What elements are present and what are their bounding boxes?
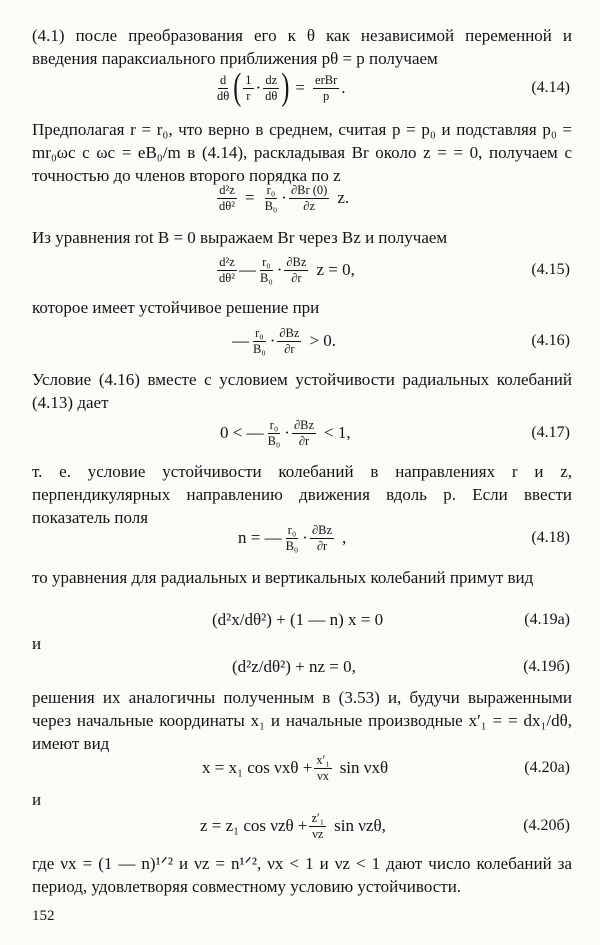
paragraph-2: Предполагая r = r₀, что верно в среднем, считая p = p₀ и подставляя p₀ = mr₀ωc с ωc = eB₀/m в (4.14), раскладывая Br около z = = 0, получаем с точностью до членов второго порядка по z <box>32 120 572 185</box>
equation-number: (4.17) <box>531 424 570 441</box>
equation-4-17: 0 < — $\frac{\text{r₀}}{\text{B₀}}$ · $\frac{\partial Bz}{\partial r}$ < 1, (4.17) <box>220 417 570 448</box>
equation-4-15: $\frac{\text{d²z}}{\text{dθ²}}$ — $\frac{\text{r₀}}{\text{B₀}}$ · $\frac{\partial Bz}{\partial r}$ z = 0, (4.15) <box>219 254 570 285</box>
equation-4-14: $\frac{d}{d\theta}$ ( $\frac{1}{r}$ · $\frac{dz}{d\theta}$ ) = $\frac{\text{erBr}}{p}$ . (4.14) <box>217 67 570 109</box>
paragraph-6: т. е. условие устойчивости колебаний в направлениях r и z, перпендикулярных направлению движения вдоль p. Если ввести показатель поля <box>32 462 572 527</box>
paragraph-7: то уравнения для радиальных и вертикальных колебаний примут вид <box>32 568 534 587</box>
paragraph-8: решения их аналогичны полученным в (3.53) и, будучи выраженными через начальные координаты x₁ и начальные производные x′₁ = = dx₁/dθ, имеют вид <box>32 688 572 753</box>
equation-number: (4.18) <box>531 529 570 546</box>
equation-unnumbered: $\frac{\text{d²z}}{\text{dθ²}}$ = $\frac{\text{r₀}}{\text{B₀}}$ · $\frac{\partial Br (0)}{\partial z}$ z. <box>219 182 350 213</box>
equation-4-19a: (d²x/dθ²) + (1 — n) x = 0 (4.19a) <box>212 610 570 629</box>
equation-number: (4.16) <box>531 332 570 349</box>
equation-number: (4.20б) <box>523 817 570 834</box>
conjunction-and: и <box>32 790 42 809</box>
page-number: 152 <box>32 908 55 924</box>
paragraph-9: где νx = (1 — n)¹ᐟ² и νz = n¹ᐟ², νx < 1 и νz < 1 дают число колебаний за период, удовлетворяя совместному условию устойчивости. <box>32 854 572 896</box>
paragraph-1: (4.1) после преобразования его к θ как независимой переменной и введения параксиального приближения pθ = p получаем <box>32 26 572 68</box>
equation-number: (4.14) <box>531 79 570 96</box>
conjunction-and: и <box>32 634 42 653</box>
equation-number: (4.19a) <box>524 611 570 628</box>
equation-4-20a: x = x₁ cos νxθ + $\frac{\text{x′₁}}{\nu x}$ sin νxθ (4.20a) <box>202 752 570 783</box>
equation-4-18: n = — $\frac{\text{r₀}}{\text{B₀}}$ · $\frac{\partial Bz}{\partial r}$ , (4.18) <box>238 522 570 553</box>
equation-4-16: — $\frac{\text{r₀}}{\text{B₀}}$ · $\frac{\partial Bz}{\partial r}$ > 0. (4.16) <box>232 325 570 356</box>
equation-number: (4.15) <box>531 261 570 278</box>
equation-number: (4.20a) <box>524 759 570 776</box>
paragraph-5: Условие (4.16) вместе с условием устойчивости радиальных колебаний (4.13) дает <box>32 370 572 412</box>
equation-4-19b: (d²z/dθ²) + nz = 0, (4.19б) <box>232 657 570 676</box>
paragraph-4: которое имеет устойчивое решение при <box>32 298 320 317</box>
equation-number: (4.19б) <box>523 658 570 675</box>
paragraph-3: Из уравнения rot B = 0 выражаем Br через Bz и получаем <box>32 228 448 247</box>
equation-4-20b: z = z₁ cos νzθ + $\frac{\text{z′₁}}{\nu z}$ sin νzθ, (4.20б) <box>200 810 570 841</box>
